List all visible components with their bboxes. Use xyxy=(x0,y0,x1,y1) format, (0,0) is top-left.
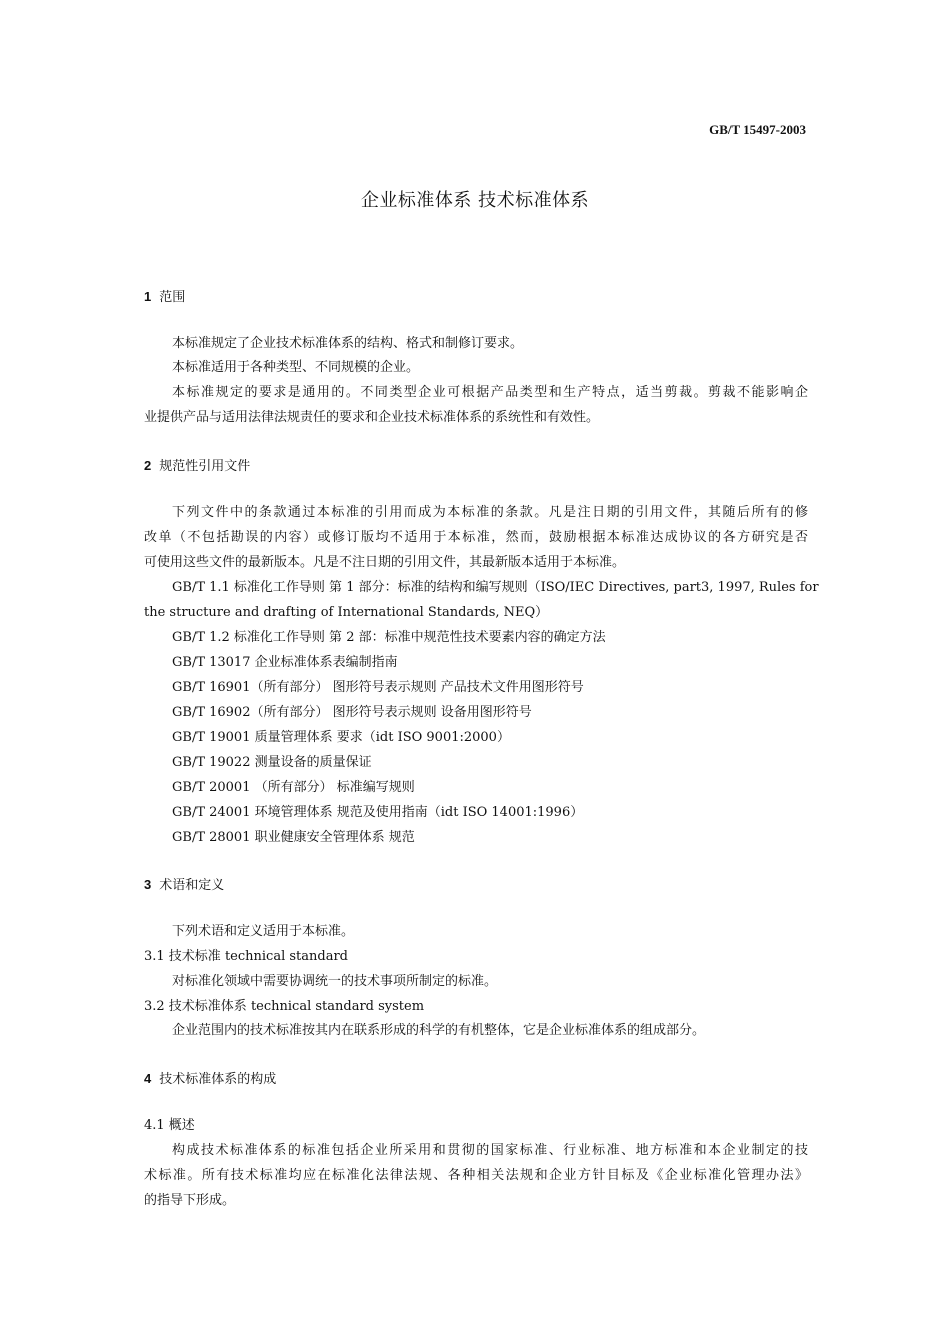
paragraph: 本标准适用于各种类型、不同规模的企业。 xyxy=(172,360,420,375)
section-title: 规范性引用文件 xyxy=(159,459,251,474)
section-2-heading xyxy=(144,457,808,476)
reference-item: GB/T 16901（所有部分） 图形符号表示规则 产品技术文件用图形符号 xyxy=(172,680,584,695)
paragraph-line: 的指导下形成。 xyxy=(144,1193,236,1208)
section-title: 范围 xyxy=(159,290,186,305)
reference-item-cont: the structure and drafting of International Standards, NEQ） xyxy=(144,605,549,620)
section-title: 技术标准体系的构成 xyxy=(159,1072,277,1087)
subsection-heading: 4.1 概述 xyxy=(144,1118,195,1133)
term-heading: 3.2 技术标准体系 technical standard system xyxy=(144,999,425,1014)
reference-item: GB/T 1.2 标准化工作导则 第 2 部：标准中规范性技术要素内容的确定方法 xyxy=(172,630,606,645)
paragraph: 下列术语和定义适用于本标准。 xyxy=(172,924,355,939)
paragraph-line: 业提供产品与适用法律法规责任的要求和企业技术标准体系的系统性和有效性。 xyxy=(144,410,600,425)
reference-item: GB/T 19022 测量设备的质量保证 xyxy=(172,755,372,770)
section-number: 1 xyxy=(144,289,152,304)
paragraph-line: 改单（不包括勘误的内容）或修订版均不适用于本标准，然而，鼓励根据本标准达成协议的各方研究是否 xyxy=(144,530,808,545)
paragraph-line: 本标准规定的要求是通用的。不同类型企业可根据产品类型和生产特点，适当剪裁。剪裁不能影响企 xyxy=(172,385,808,400)
term-definition: 企业范围内的技术标准按其内在联系形成的科学的有机整体，它是企业标准体系的组成部分。 xyxy=(172,1023,706,1038)
document-title: 企业标准体系 技术标准体系 xyxy=(360,190,590,211)
paragraph-line: 构成技术标准体系的标准包括企业所采用和贯彻的国家标准、行业标准、地方标准和本企业制定的技 xyxy=(172,1143,808,1158)
section-number: 2 xyxy=(144,458,152,473)
reference-item: GB/T 1.1 标准化工作导则 第 1 部分：标准的结构和编写规则（ISO/IEC Directives, part3, 1997, Rules for xyxy=(172,580,819,595)
term-heading: 3.1 技术标准 technical standard xyxy=(144,949,348,964)
reference-item: GB/T 13017 企业标准体系表编制指南 xyxy=(172,655,398,670)
paragraph-line: 下列文件中的条款通过本标准的引用而成为本标准的条款。凡是注日期的引用文件，其随后所有的修 xyxy=(172,505,808,520)
reference-item: GB/T 24001 环境管理体系 规范及使用指南（idt ISO 14001:1996） xyxy=(172,805,584,820)
section-number: 4 xyxy=(144,1071,152,1086)
term-definition: 对标准化领域中需要协调统一的技术事项所制定的标准。 xyxy=(172,974,498,989)
section-4-heading xyxy=(144,1070,808,1089)
section-1-heading xyxy=(144,288,808,307)
reference-item: GB/T 19001 质量管理体系 要求（idt ISO 9001:2000） xyxy=(172,730,510,745)
section-3-heading xyxy=(144,876,808,895)
paragraph-line: 可使用这些文件的最新版本。凡是不注日期的引用文件，其最新版本适用于本标准。 xyxy=(144,555,626,570)
reference-item: GB/T 20001 （所有部分） 标准编写规则 xyxy=(172,780,415,795)
section-number: 3 xyxy=(144,877,152,892)
standard-number: GB/T 15497-2003 xyxy=(709,122,806,137)
reference-item: GB/T 16902（所有部分） 图形符号表示规则 设备用图形符号 xyxy=(172,705,532,720)
section-title: 术语和定义 xyxy=(159,878,225,893)
reference-item: GB/T 28001 职业健康安全管理体系 规范 xyxy=(172,830,415,845)
paragraph: 本标准规定了企业技术标准体系的结构、格式和制修订要求。 xyxy=(172,336,524,351)
paragraph-line: 术标准。所有技术标准均应在标准化法律法规、各种相关法规和企业方针目标及《企业标准化管理办法》 xyxy=(144,1168,808,1183)
